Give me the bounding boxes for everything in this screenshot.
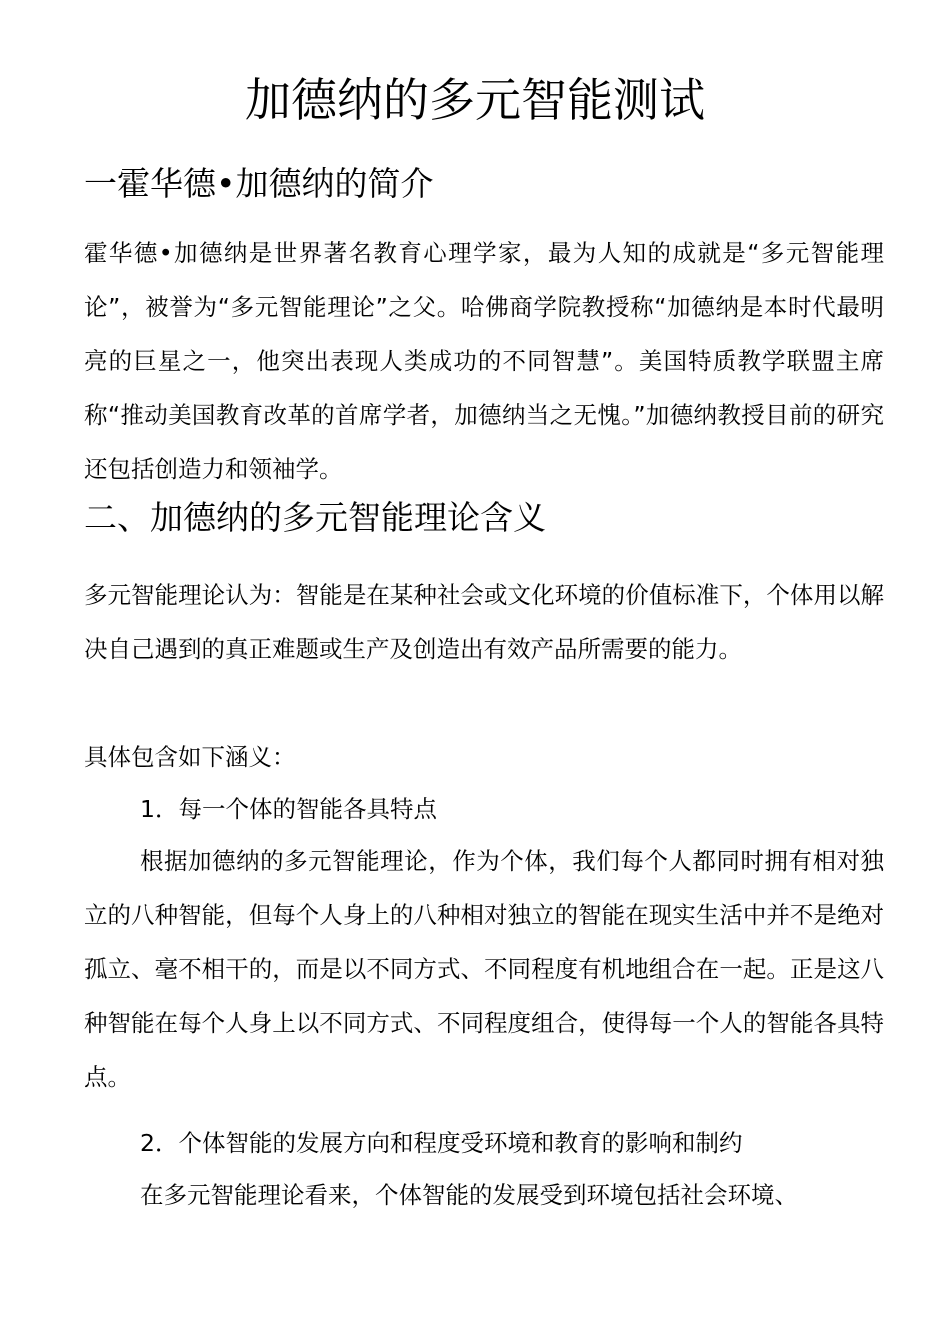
section-heading-intro: 一霍华德•加德纳的简介 [84, 164, 434, 203]
section-heading-theory: 二、加德纳的多元智能理论含义 [84, 498, 546, 537]
list-item-paragraph-2: 在多元智能理论看来，个体智能的发展受到环境包括社会环境、 [140, 1181, 798, 1209]
list-item-heading-1: 1．每一个体的智能各具特点 [140, 795, 437, 823]
list-item-heading-2: 2．个体智能的发展方向和程度受环境和教育的影响和制约 [140, 1129, 743, 1157]
meaning-intro-line: 具体包含如下涵义： [84, 743, 296, 771]
intro-paragraph: 霍华德•加德纳是世界著名教育心理学家，最为人知的成就是“多元智能理论”，被誉为“多元智能理论”之父。哈佛商学院教授称“加德纳是本时代最明亮的巨星之一，他突出表现人类成功的不同智慧”。美国特质教学联盟主席称“推动美国教育改革的首席学者，加德纳当之无愧。”加德纳教授目前的研究还包括创造力和领袖学。 [84, 239, 884, 483]
theory-definition-paragraph: 多元智能理论认为：智能是在某种社会或文化环境的价值标准下，个体用以解决自己遇到的真正难题或生产及创造出有效产品所需要的能力。 [84, 581, 884, 663]
list-item-paragraph-1: 根据加德纳的多元智能理论，作为个体，我们每个人都同时拥有相对独立的八种智能，但每个人身上的八种相对独立的智能在现实生活中并不是绝对孤立、毫不相干的，而是以不同方式、不同程度有机地组合在一起。正是这八种智能在每个人身上以不同方式、不同程度组合，使得每一个人的智能各具特点。 [84, 847, 884, 1091]
document-title: 加德纳的多元智能测试 [245, 73, 705, 127]
